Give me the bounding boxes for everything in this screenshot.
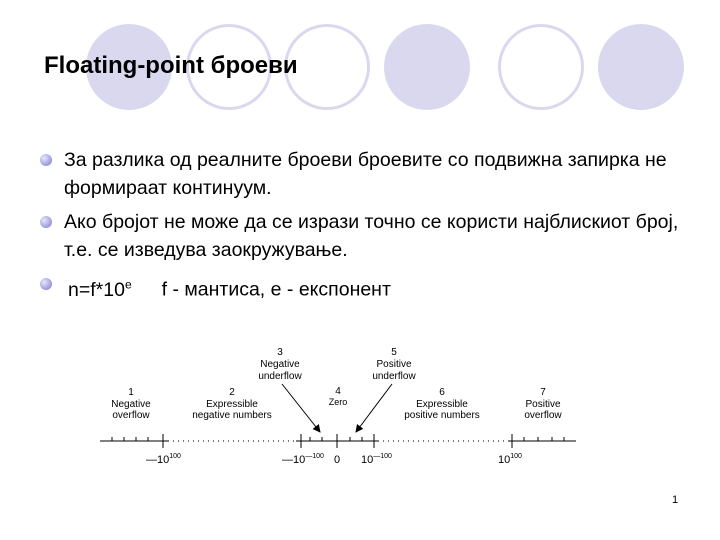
svg-text:Expressible: Expressible [416, 399, 468, 410]
svg-text:overflow: overflow [112, 410, 150, 421]
bullet-text: Ако бројот не може да се изрази точно се користи најблискиот број, т.е. се изведува заокружување. [64, 211, 679, 261]
region-label [111, 387, 151, 421]
formula-exponent: e [124, 277, 132, 291]
region-label [524, 387, 562, 421]
region-label [372, 347, 416, 382]
svg-text:3: 3 [277, 347, 283, 358]
tick-label: 0 [334, 454, 341, 466]
tick-label: $10^{100}$ [498, 453, 522, 466]
svg-text:7: 7 [540, 387, 546, 398]
svg-text:negative numbers: negative numbers [192, 410, 272, 421]
svg-text:underflow: underflow [372, 371, 416, 382]
region-label [404, 387, 480, 421]
svg-text:Negative: Negative [111, 399, 151, 410]
svg-text:6: 6 [439, 387, 445, 398]
region-label [258, 347, 302, 382]
svg-text:Zero: Zero [328, 397, 348, 407]
svg-text:1: 1 [128, 387, 134, 398]
svg-text:Negative: Negative [260, 359, 300, 370]
tick-label: $—10^{—100}$ [282, 453, 324, 466]
bullet-text: За разлика од реалните броеви броевите со подвижна запирка не формираат континуум. [64, 149, 667, 199]
svg-text:5: 5 [391, 347, 397, 358]
svg-text:2: 2 [229, 387, 235, 398]
svg-text:Expressible: Expressible [206, 399, 258, 410]
slide-title: Floating-point броеви [44, 52, 298, 79]
page-number: 1 [672, 494, 679, 506]
svg-text:positive numbers: positive numbers [404, 410, 480, 421]
tick-label: $10^{—100}$ [361, 453, 392, 466]
formula-base: n=f*10 [68, 278, 125, 301]
region-label [192, 387, 272, 421]
svg-text:underflow: underflow [258, 371, 302, 382]
tick-label: $—10^{100}$ [146, 453, 181, 466]
svg-text:Positive: Positive [525, 399, 561, 410]
region-label [329, 386, 348, 407]
svg-text:4: 4 [335, 386, 341, 397]
formula-description: f - мантиса, e - експонент [161, 278, 391, 301]
arrow-negative-underflow [282, 384, 320, 432]
svg-text:Positive: Positive [376, 359, 412, 370]
arrow-positive-underflow [356, 384, 392, 432]
svg-text:overflow: overflow [524, 410, 562, 421]
